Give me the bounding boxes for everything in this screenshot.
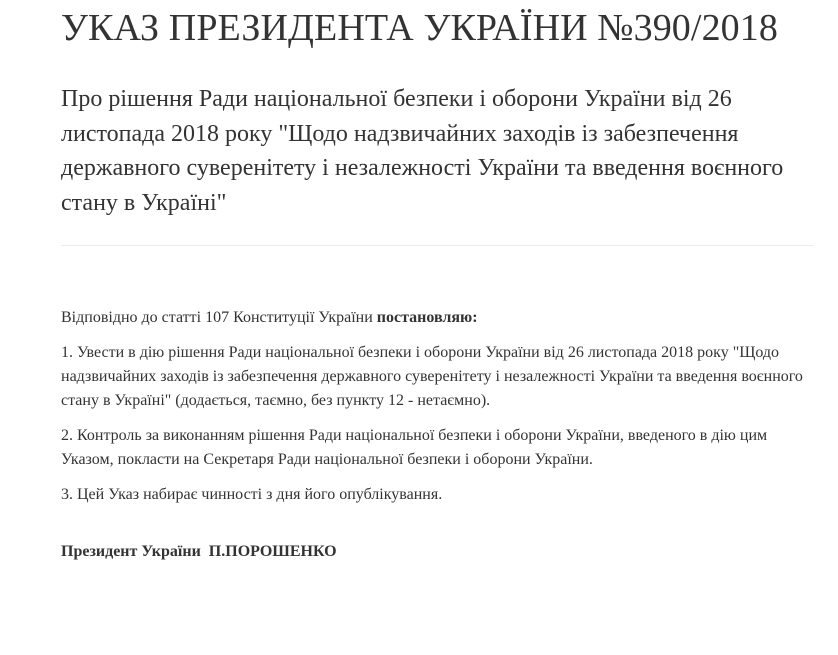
paragraph-3: 3. Цей Указ набирає чинності з дня його опублікування.: [61, 486, 443, 503]
divider: [61, 245, 813, 246]
preamble: [61, 306, 813, 330]
paragraph-2: 2. Контроль за виконанням рішення Ради національної безпеки і оборони України, введеного в дію цим Указом, покласти на Секретаря Ради національної безпеки і оборони України.: [61, 427, 768, 468]
preamble-text: Відповідно до статті 107 Конституції України: [61, 309, 377, 326]
page-title: УКАЗ ПРЕЗИДЕНТА УКРАЇНИ №390/2018: [61, 7, 778, 49]
preamble-emphasis: постановляю:: [376, 309, 478, 326]
signature: Президент України П.ПОРОШЕНКО: [61, 543, 337, 560]
document-subtitle: Про рішення Ради національної безпеки і оборони України від 26 листопада 2018 року "Щодо надзвичайних заходів із забезпечення державного суверенітету і незалежності України та введення воєнного стану в Україні": [61, 86, 784, 216]
paragraph-1: 1. Увести в дію рішення Ради національної безпеки і оборони України від 26 листопада 2018 року "Щодо надзвичайних заходів із забезпечення державного суверенітету і незалежності України та введення воєнного стану в Україні" (додається, таємно, без пункту 12 - нетаємно).: [61, 344, 803, 409]
document-content: [61, 0, 813, 564]
